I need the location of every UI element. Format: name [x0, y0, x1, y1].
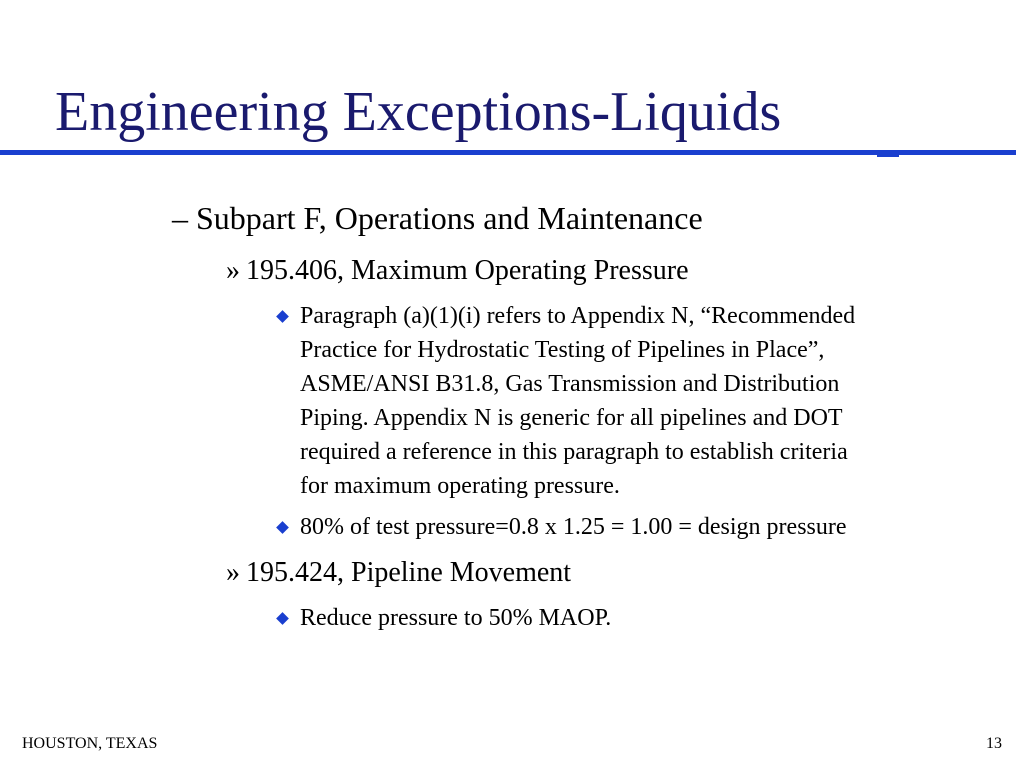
- section-195-406: [226, 254, 689, 288]
- bullet-line: ASME/ANSI B31.8, Gas Transmission and Distribution: [300, 371, 840, 397]
- outline-level1-text: Subpart F, Operations and Maintenance: [196, 200, 703, 236]
- bullet-line: required a reference in this paragraph to establish criteria: [300, 439, 848, 465]
- page-number: 13: [986, 735, 1002, 752]
- footer-location: HOUSTON, TEXAS: [22, 735, 158, 752]
- outline-level1-item: [172, 198, 703, 238]
- dash-marker: –: [172, 200, 188, 236]
- diamond-bullet-icon: [276, 310, 289, 323]
- bullet-line: 80% of test pressure=0.8 x 1.25 = 1.00 = design pressure: [300, 514, 847, 540]
- bullet-line: for maximum operating pressure.: [300, 473, 620, 499]
- title-underline-accent: [877, 154, 899, 157]
- bullet-line: Practice for Hydrostatic Testing of Pipelines in Place”,: [300, 337, 825, 363]
- raquo-marker: »: [226, 557, 240, 588]
- bullet-line: Piping. Appendix N is generic for all pipelines and DOT: [300, 405, 843, 431]
- diamond-bullet-icon: [276, 612, 289, 625]
- diamond-bullet-icon: [276, 521, 289, 534]
- title-underline: [0, 150, 1016, 155]
- section-195-424-title: 195.424, Pipeline Movement: [246, 557, 572, 588]
- raquo-marker: »: [226, 255, 240, 286]
- section-195-424: [226, 556, 571, 590]
- slide-title: Engineering Exceptions-Liquids: [55, 81, 782, 143]
- section-195-406-title: 195.406, Maximum Operating Pressure: [246, 255, 689, 286]
- bullet-line: Paragraph (a)(1)(i) refers to Appendix N, “Recommended: [300, 303, 856, 329]
- bullet-line: Reduce pressure to 50% MAOP.: [300, 605, 612, 631]
